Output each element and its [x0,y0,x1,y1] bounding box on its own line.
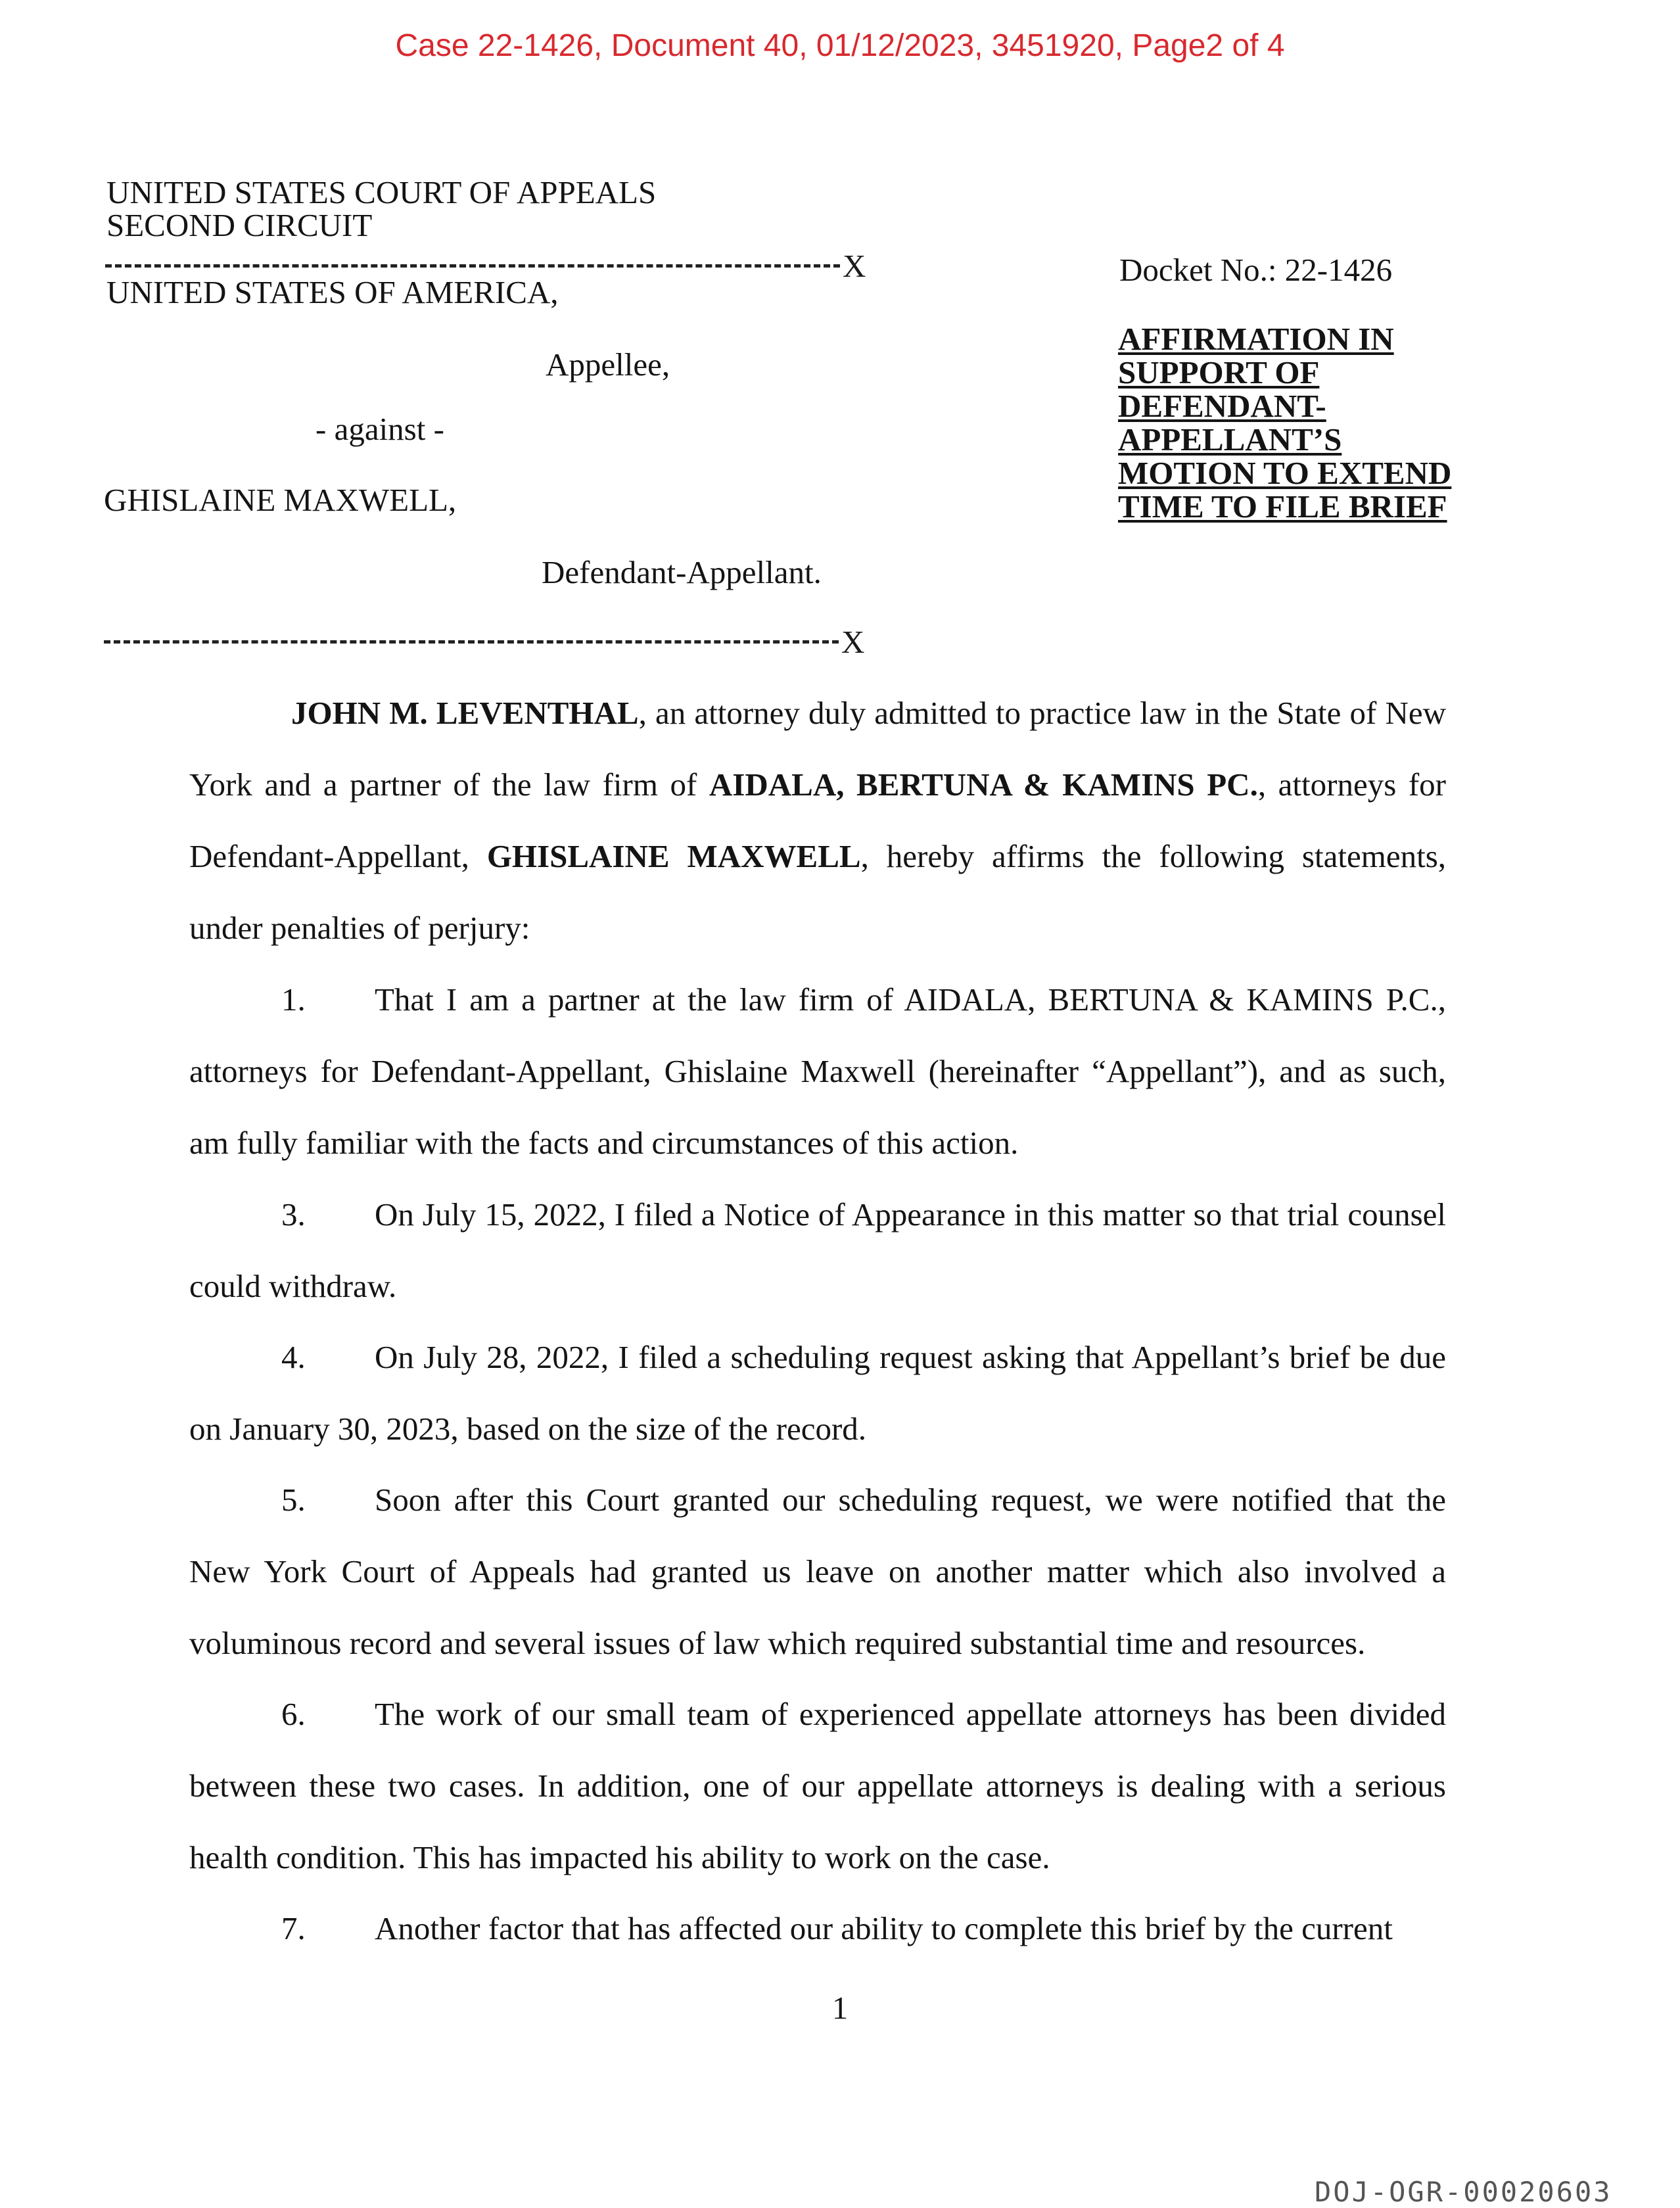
numbered-paragraph [189,1892,1446,1964]
numbered-paragraph [189,1179,1446,1322]
intro-text: , attorneys for Defendant-Appellant, [189,766,1446,874]
paragraph-text: That I am a partner at the law firm of AIDALA, BERTUNA & KAMINS P.C., attorneys for Defendant-Appellant, Ghislaine Maxwell (hereinafter “Appellant”), and as such, am fully familiar with the facts and circumstances of this action. [189,981,1446,1161]
intro-text: , an attorney duly admitted to practice law in the State of New York and a partner of the law firm of [189,695,1446,803]
document-title [1118,322,1451,523]
case-header-stamp: Case 22-1426, Document 40, 01/12/2023, 3451920, Page2 of 4 [395,28,1285,63]
paragraph-text: The work of our small team of experienced appellate attorneys has been divided between these two cases. In addition, one of our appellate attorneys is dealing with a serious health condition. This has impacted his ability to work on the case. [189,1696,1446,1875]
title-line: AFFIRMATION IN [1118,321,1394,357]
intro-text: , hereby affirms the following statements, under penalties of perjury: [189,838,1447,946]
versus-label: - against - [315,411,444,447]
docket-number: Docket No.: 22-1426 [1119,252,1393,288]
court-name-line1: UNITED STATES COURT OF APPEALS [106,174,657,210]
numbered-paragraph [189,964,1446,1179]
title-line: MOTION TO EXTEND [1118,455,1452,491]
paragraph-text: Soon after this Court granted our scheduling request, we were notified that the New York Court of Appeals had granted us leave on another matter which also involved a voluminous record and several issues of law which required substantial time and resources. [189,1482,1446,1661]
affiant-name: JOHN M. LEVENTHAL [291,695,639,731]
title-line: TIME TO FILE BRIEF [1118,488,1447,525]
paragraph-number: 5. [281,1482,306,1518]
page-number: 1 [831,1990,849,2026]
defendant-name: GHISLAINE MAXWELL, [104,482,457,518]
numbered-paragraph [189,1464,1446,1679]
plaintiff-name: UNITED STATES OF AMERICA, [106,274,559,310]
paragraph-number: 4. [281,1339,306,1375]
court-name-line2: SECOND CIRCUIT [106,207,373,243]
caption-x-mark: X [841,624,865,660]
title-line: SUPPORT OF [1118,354,1320,390]
paragraph-number: 3. [281,1196,306,1233]
title-line: DEFENDANT- [1118,388,1326,424]
paragraph-number: 6. [281,1696,306,1732]
paragraph-text: On July 15, 2022, I filed a Notice of Appearance in this matter so that trial counsel could withdraw. [189,1196,1446,1304]
law-firm-name: AIDALA, BERTUNA & KAMINS PC. [709,766,1258,803]
bates-number: DOJ-OGR-00020603 [1315,2176,1612,2208]
title-line: APPELLANT’S [1118,421,1342,458]
numbered-paragraph [189,1678,1446,1893]
caption-bottom-rule [104,623,864,661]
paragraph-number: 1. [281,981,306,1018]
paragraph-text: On July 28, 2022, I filed a scheduling request asking that Appellant’s brief be due on January 30, 2023, based on the size of the record. [189,1339,1446,1447]
plaintiff-role: Appellee, [546,346,670,383]
intro-paragraph [189,677,1446,964]
dashed-divider [104,640,839,644]
paragraph-number: 7. [281,1910,306,1946]
paragraph-text: Another factor that has affected our ability to complete this brief by the current [375,1910,1393,1946]
client-name: GHISLAINE MAXWELL [486,838,861,874]
caption-x-mark: X [843,248,866,284]
dashed-divider [105,264,840,268]
numbered-paragraph [189,1321,1446,1465]
defendant-role: Defendant-Appellant. [542,554,822,590]
